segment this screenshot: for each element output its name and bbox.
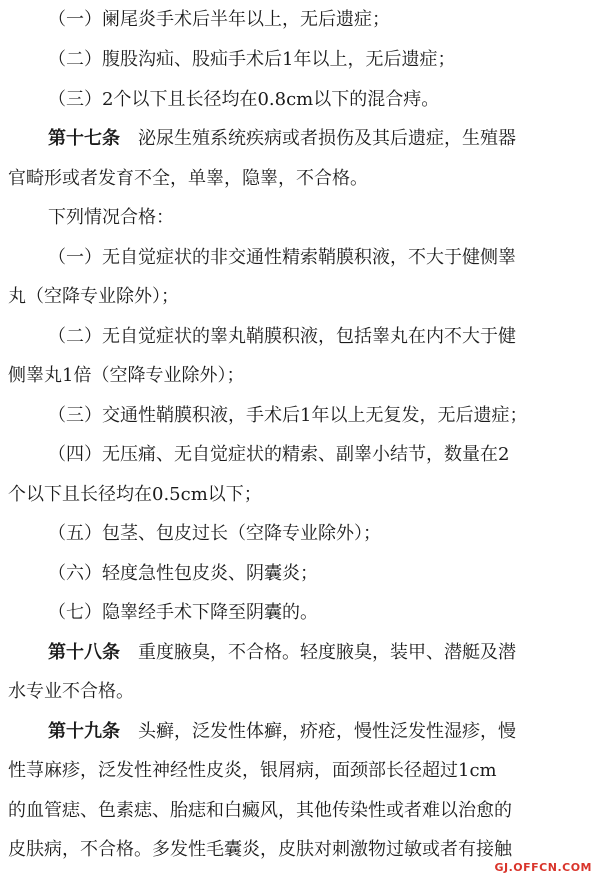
clause-line: （二）无自觉症状的睾丸鞘膜积液，包括睾丸在内不大于健 — [48, 326, 516, 347]
article-line: 的血管痣、色素痣、胎痣和白癜风，其他传染性或者难以治愈的 — [8, 800, 512, 821]
article-heading: 第十九条 — [48, 721, 120, 742]
article-line: 第十九条 头癣，泛发性体癣，疥疮，慢性泛发性湿疹，慢 — [48, 721, 516, 742]
clause-line: 丸（空降专业除外）； — [8, 286, 179, 307]
clause-line: （一）阑尾炎手术后半年以上，无后遗症； — [48, 9, 390, 30]
clause-line: （一）无自觉症状的非交通性精索鞘膜积液，不大于健侧睾 — [48, 247, 516, 268]
clause-line: （二）腹股沟疝、股疝手术后1年以上，无后遗症； — [48, 49, 456, 70]
article-line: 性荨麻疹，泛发性神经性皮炎，银屑病，面颈部长径超过1cm — [8, 760, 497, 781]
clause-line: （四）无压痛、无自觉症状的精索、副睾小结节，数量在2 — [48, 444, 510, 465]
clause-line: （三）交通性鞘膜积液，手术后1年以上无复发，无后遗症； — [48, 405, 528, 426]
article-heading: 第十七条 — [48, 128, 120, 149]
article-heading: 第十八条 — [48, 642, 120, 663]
clause-line: （七）隐睾经手术下降至阴囊的。 — [48, 602, 318, 623]
clause-line: 下列情况合格： — [48, 207, 174, 228]
clause-line: （三）2个以下且长径均在0.8cm以下的混合痔。 — [48, 89, 440, 110]
article-line: 水专业不合格。 — [8, 681, 134, 702]
clause-line: （五）包茎、包皮过长（空降专业除外）； — [48, 523, 381, 544]
clause-line: （六）轻度急性包皮炎、阴囊炎； — [48, 563, 318, 584]
clause-line: 侧睾丸1倍（空降专业除外）； — [8, 365, 245, 386]
watermark: GJ.OFFCN.COM — [494, 861, 592, 874]
article-line: 第十七条 泌尿生殖系统疾病或者损伤及其后遗症，生殖器 — [48, 128, 516, 149]
article-line: 第十八条 重度腋臭，不合格。轻度腋臭，装甲、潜艇及潜 — [48, 642, 516, 663]
clause-line: 个以下且长径均在0.5cm以下； — [8, 484, 262, 505]
article-line: 皮肤病，不合格。多发性毛囊炎，皮肤对刺激物过敏或者有接触 — [8, 839, 512, 860]
article-line: 官畸形或者发育不全，单睾，隐睾，不合格。 — [8, 168, 368, 189]
